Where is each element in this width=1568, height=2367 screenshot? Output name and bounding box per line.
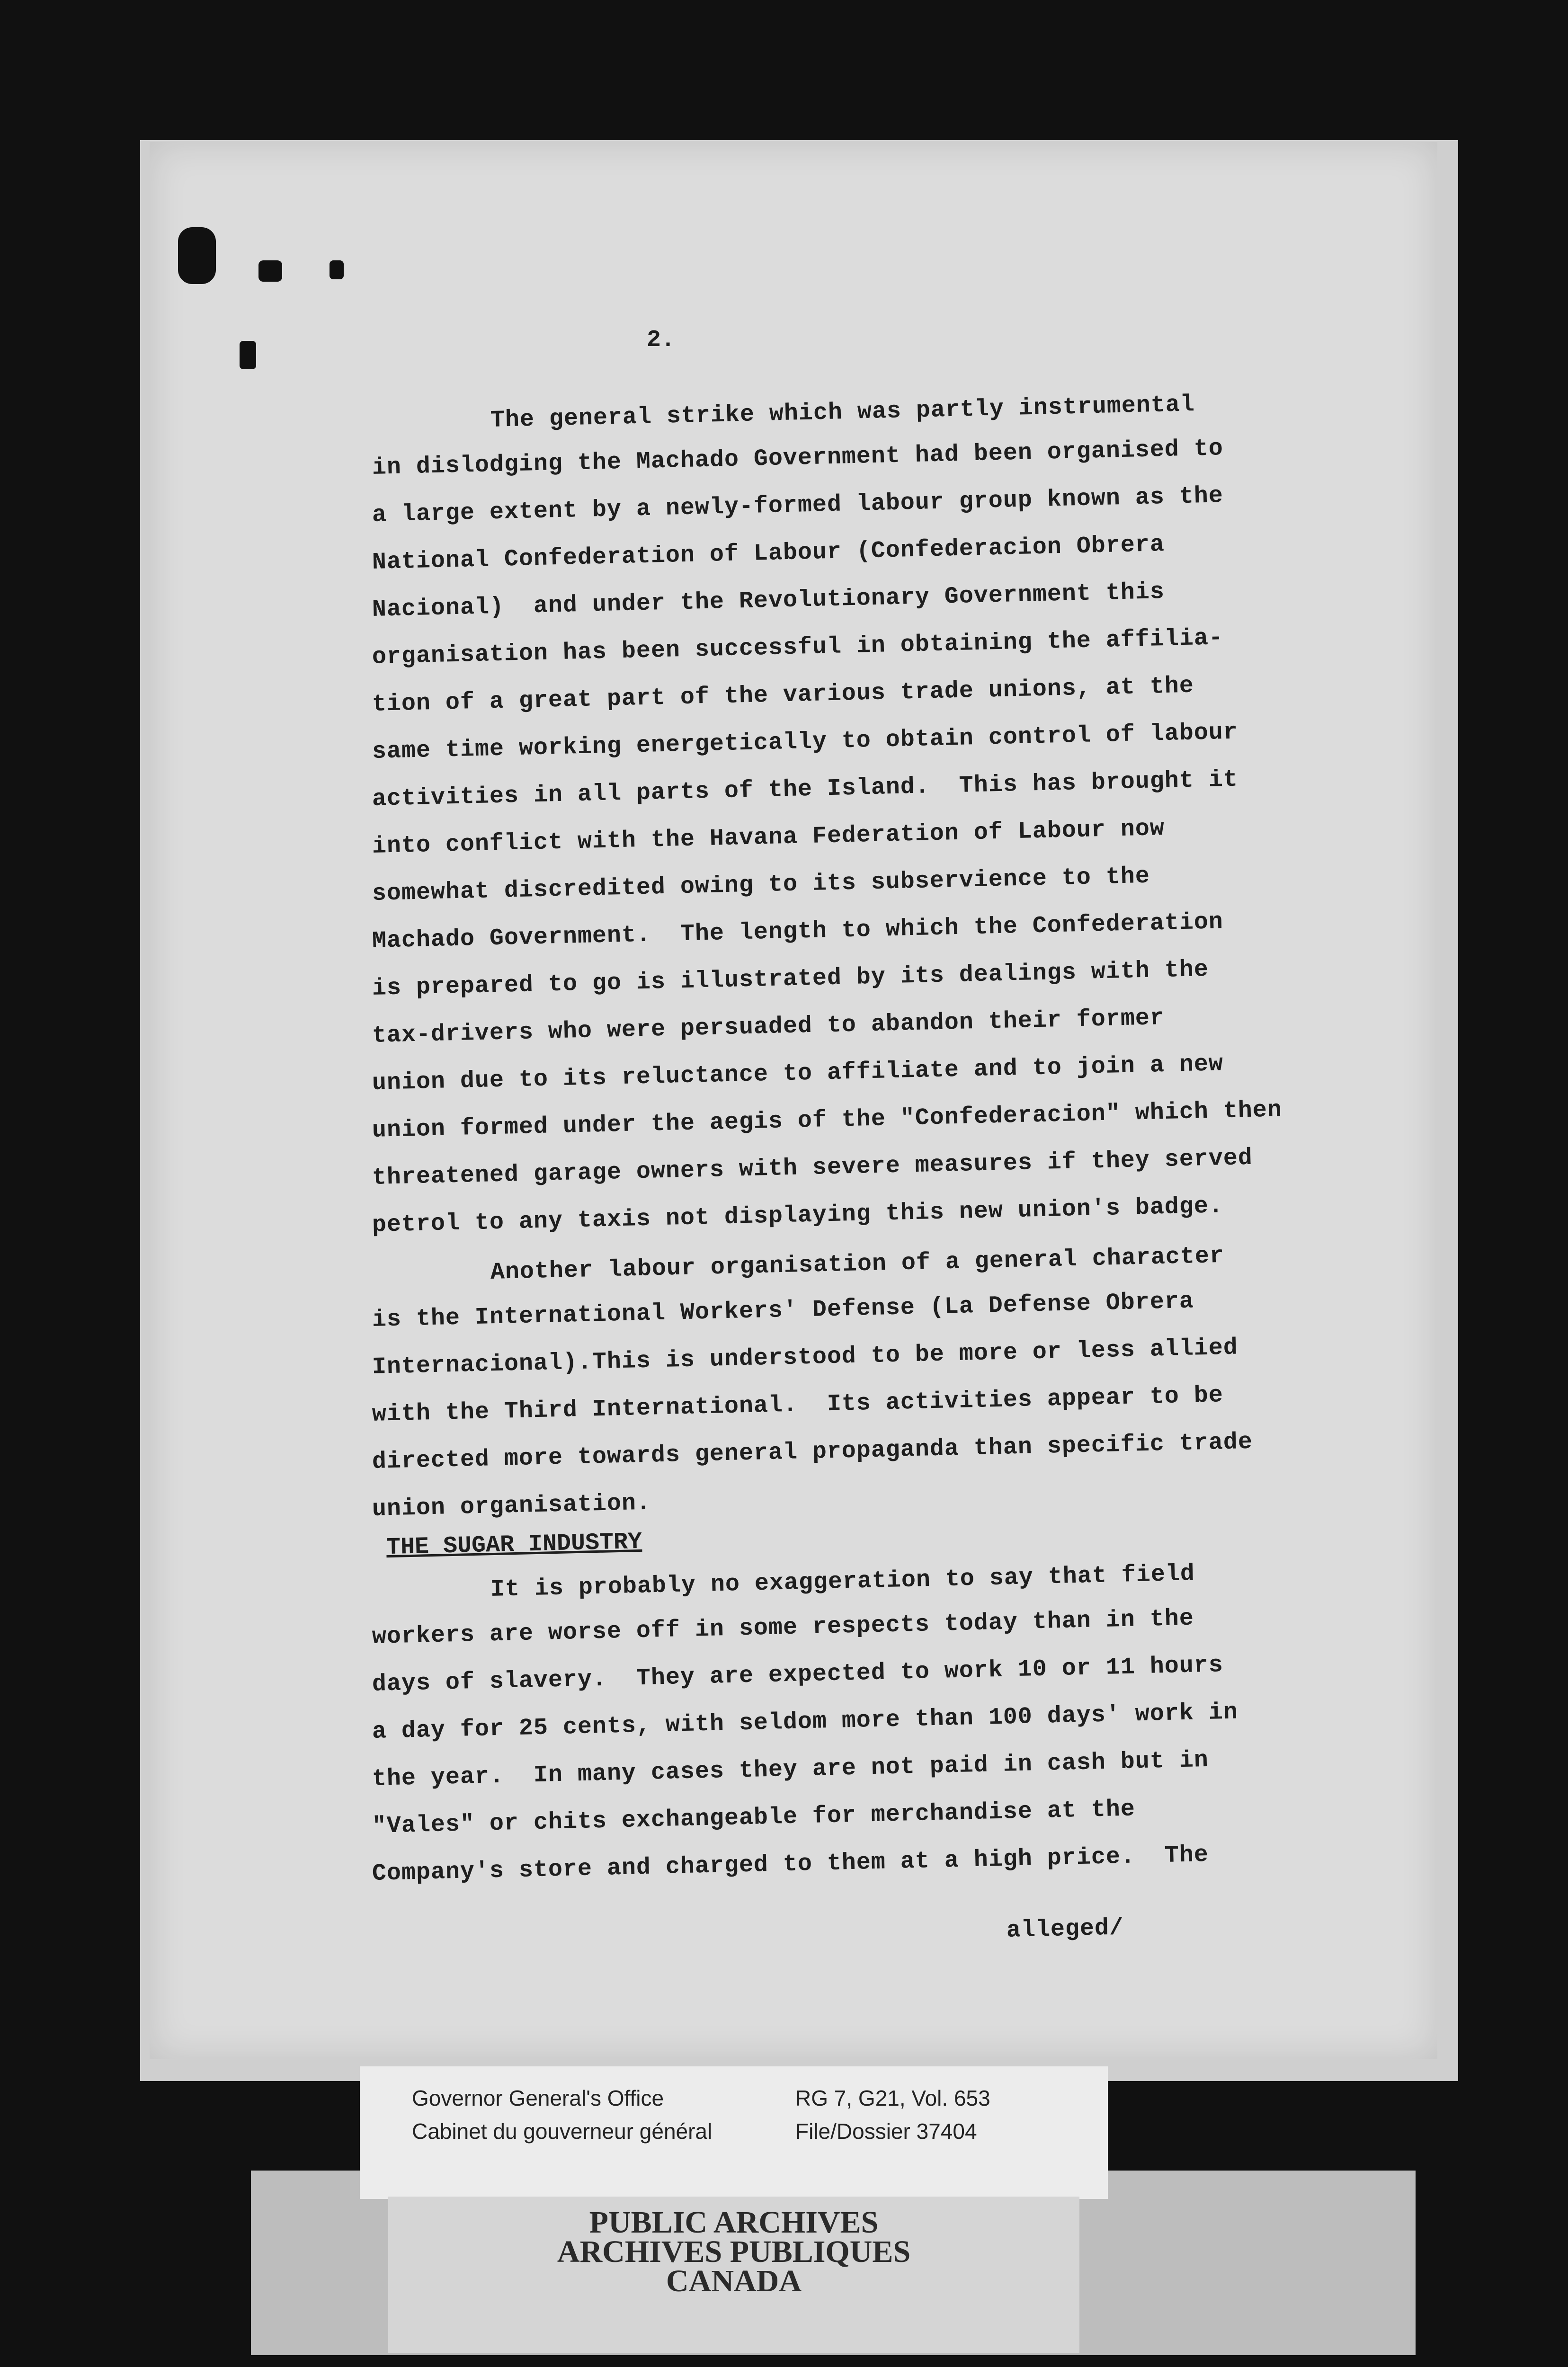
text-line: union due to its reluctance to affiliate and to join a new [372,1050,1224,1097]
body-text-2 [150,142,1437,2059]
stamp-line: CANADA [666,2264,802,2298]
text-line: organisation has been successful in obtaining the affilia- [372,624,1224,671]
text-line: Internacional).This is understood to be more or less allied [372,1334,1238,1381]
text-line: Machado Government. The length to which the Confederation [372,908,1224,955]
text-line: in dislodging the Machado Government had been organised to [372,435,1224,481]
text-line: directed more towards general propaganda than specific trade [372,1428,1253,1476]
page-number: 2. [647,327,676,354]
section-heading: THE SUGAR INDUSTRY [386,1528,642,1562]
text-line: days of slavery. They are expected to work 10 or 11 hours [372,1652,1224,1698]
text-line: into conflict with the Havana Federation of Labour now [372,815,1165,860]
text-line: tax-drivers who were persuaded to abandon their former [372,1005,1165,1050]
catchword: alleged/ [1006,1914,1124,1944]
label-notch [251,2109,360,2171]
text-line: Company's store and charged to them at a high price. The [372,1841,1209,1887]
text-line: with the Third International. Its activities appear to be [372,1382,1224,1428]
office-french: Cabinet du gouverneur général [412,2119,713,2144]
text-line: union formed under the aegis of the "Confederacion" which then [372,1096,1283,1144]
text-line: threatened garage owners with severe measures if they served [372,1144,1253,1192]
text-line: a day for 25 cents, with seldom more than 100 days' work in [372,1699,1238,1745]
text-line: Nacional) and under the Revolutionary Government this [372,578,1165,623]
text-line: activities in all parts of the Island. This has brought it [372,766,1238,813]
text-line: The general strike which was partly instrumental [490,391,1195,434]
text-line: the year. In many cases they are not paid in cash but in [372,1746,1209,1793]
text-line: petrol to any taxis not displaying this new union's badge. [372,1192,1224,1239]
text-line: a large extent by a newly-formed labour group known as the [372,482,1224,529]
archives-stamp [388,2197,1079,2353]
text-line: It is probably no exaggeration to say that field [490,1560,1195,1603]
stamp-line: ARCHIVES PUBLIQUES [557,2234,911,2269]
file-number: File/Dossier 37404 [795,2119,977,2144]
text-line: National Confederation of Labour (Confederacion Obrera [372,531,1165,576]
text-line: is the International Workers' Defense (La Defense Obrera [372,1288,1194,1334]
stamp-line: PUBLIC ARCHIVES [589,2205,879,2240]
text-line: same time working energetically to obtain control of labour [372,719,1238,765]
text-line: union organisation. [372,1489,651,1523]
archive-reference-card [360,2066,1108,2199]
text-line: somewhat discredited owing to its subservience to the [372,863,1150,908]
document-page [150,142,1437,2059]
text-line: is prepared to go is illustrated by its dealings with the [372,956,1209,1002]
text-line: "Vales" or chits exchangeable for merchandise at the [372,1796,1136,1840]
text-line: workers are worse off in some respects today than in the [372,1605,1194,1651]
record-group-reference: RG 7, G21, Vol. 653 [795,2086,990,2110]
text-line: tion of a great part of the various trade unions, at the [372,672,1194,718]
label-notch [1108,2109,1416,2171]
office-english: Governor General's Office [412,2086,664,2110]
text-line: Another labour organisation of a general character [490,1242,1225,1286]
